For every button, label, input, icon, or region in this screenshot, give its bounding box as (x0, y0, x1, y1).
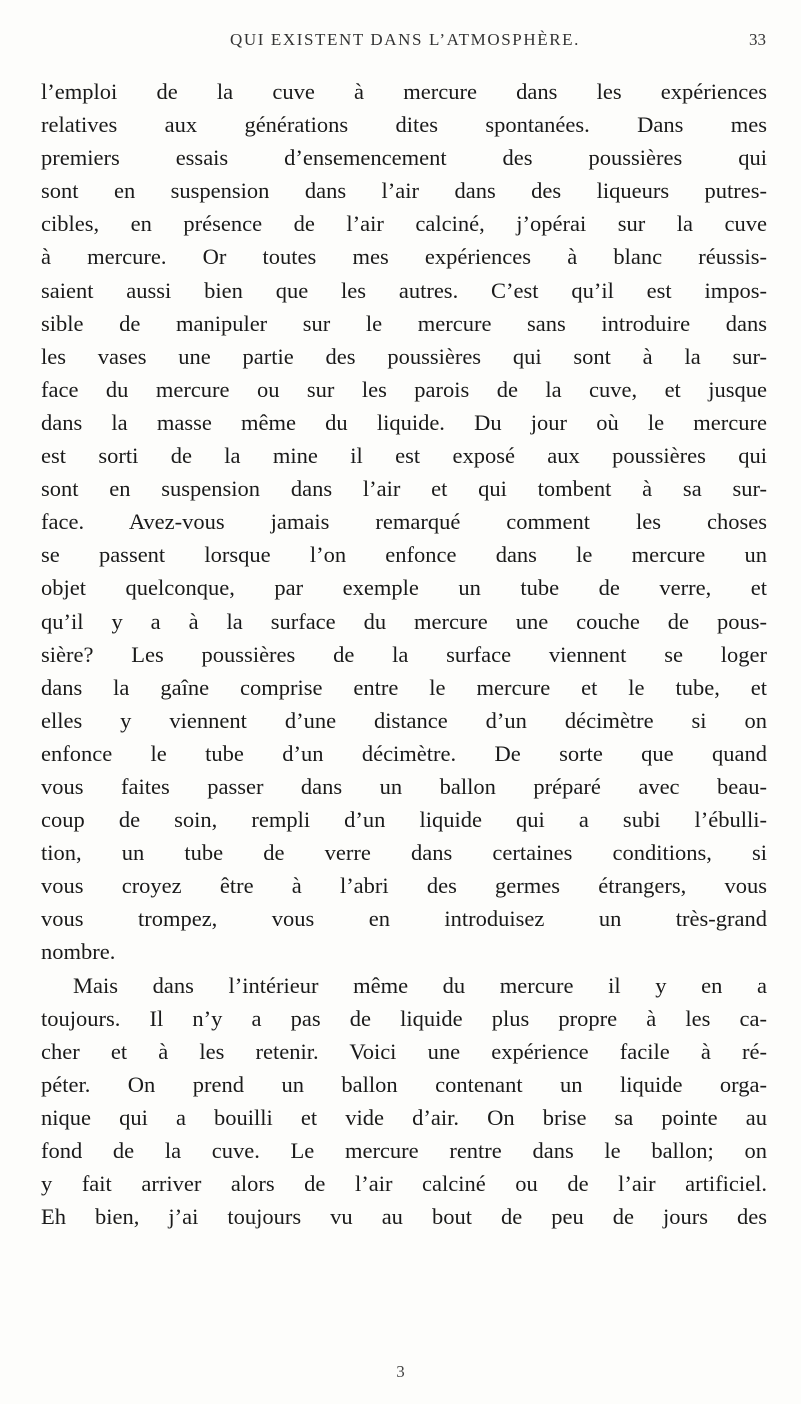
body-text (41, 75, 767, 1233)
signature-mark: 3 (396, 1362, 405, 1381)
text-line: nique qui a bouilli et vide d’air. On brise sa pointe au (41, 1104, 767, 1130)
page-number: 33 (749, 30, 766, 49)
text-line: dans la gaîne comprise entre le mercure et le tube, et (41, 674, 767, 700)
text-line: toujours. Il n’y a pas de liquide plus propre à les ca- (41, 1005, 767, 1031)
text-line: Eh bien, j’ai toujours vu au bout de peu de jours des (41, 1204, 767, 1230)
text-line: saient aussi bien que les autres. C’est qu’il est impos- (41, 277, 767, 303)
text-line: face. Avez-vous jamais remarqué comment les choses (41, 509, 767, 535)
text-line: cher et à les retenir. Voici une expérience facile à ré- (41, 1038, 767, 1064)
text-line: elles y viennent d’une distance d’un décimètre si on (41, 707, 767, 733)
text-line: à mercure. Or toutes mes expériences à blanc réussis- (41, 244, 767, 270)
text-line: enfonce le tube d’un décimètre. De sorte que quand (41, 740, 767, 766)
text-line: sont en suspension dans l’air dans des liqueurs putres- (41, 178, 767, 204)
text-line: l’emploi de la cuve à mercure dans les expériences (41, 79, 767, 104)
paragraph-end-line: nombre. (41, 939, 116, 965)
text-line: cibles, en présence de l’air calciné, j’opérai sur la cuve (41, 211, 767, 237)
text-line: face du mercure ou sur les parois de la cuve, et jusque (41, 376, 767, 402)
text-line: les vases une partie des poussières qui sont à la sur- (41, 343, 767, 369)
text-line: péter. On prend un ballon contenant un liquide orga- (41, 1071, 767, 1097)
text-line: fond de la cuve. Le mercure rentre dans le ballon; on (41, 1138, 767, 1163)
text-line: tion, un tube de verre dans certaines conditions, si (41, 840, 767, 866)
text-line: est sorti de la mine il est exposé aux poussières qui (41, 443, 767, 469)
text-line: sière? Les poussières de la surface viennent se loger (41, 641, 767, 667)
text-line: objet quelconque, par exemple un tube de verre, et (41, 575, 767, 601)
running-title: QUI EXISTENT DANS L’ATMOSPHÈRE. (230, 30, 580, 49)
text-line: y fait arriver alors de l’air calciné ou de l’air artificiel. (41, 1171, 767, 1197)
text-line: sible de manipuler sur le mercure sans introduire dans (41, 310, 767, 336)
text-line: vous croyez être à l’abri des germes étrangers, vous (41, 873, 767, 899)
paragraph-start-line: Mais dans l’intérieur même du mercure il y en a (73, 972, 767, 998)
text-line: sont en suspension dans l’air et qui tombent à sa sur- (41, 476, 767, 502)
text-line: qu’il y a à la surface du mercure une couche de pous- (41, 608, 767, 634)
text-line: coup de soin, rempli d’un liquide qui a subi l’ébulli- (41, 807, 767, 833)
text-line: se passent lorsque l’on enfonce dans le mercure un (41, 542, 767, 568)
text-line: relatives aux générations dites spontanées. Dans mes (41, 112, 767, 138)
text-line: vous trompez, vous en introduisez un très-grand (41, 906, 767, 932)
running-header (40, 30, 770, 58)
text-line: dans la masse même du liquide. Du jour où le mercure (41, 409, 767, 435)
text-line: premiers essais d’ensemencement des poussières qui (41, 145, 767, 171)
text-line: vous faites passer dans un ballon préparé avec beau- (41, 773, 767, 799)
